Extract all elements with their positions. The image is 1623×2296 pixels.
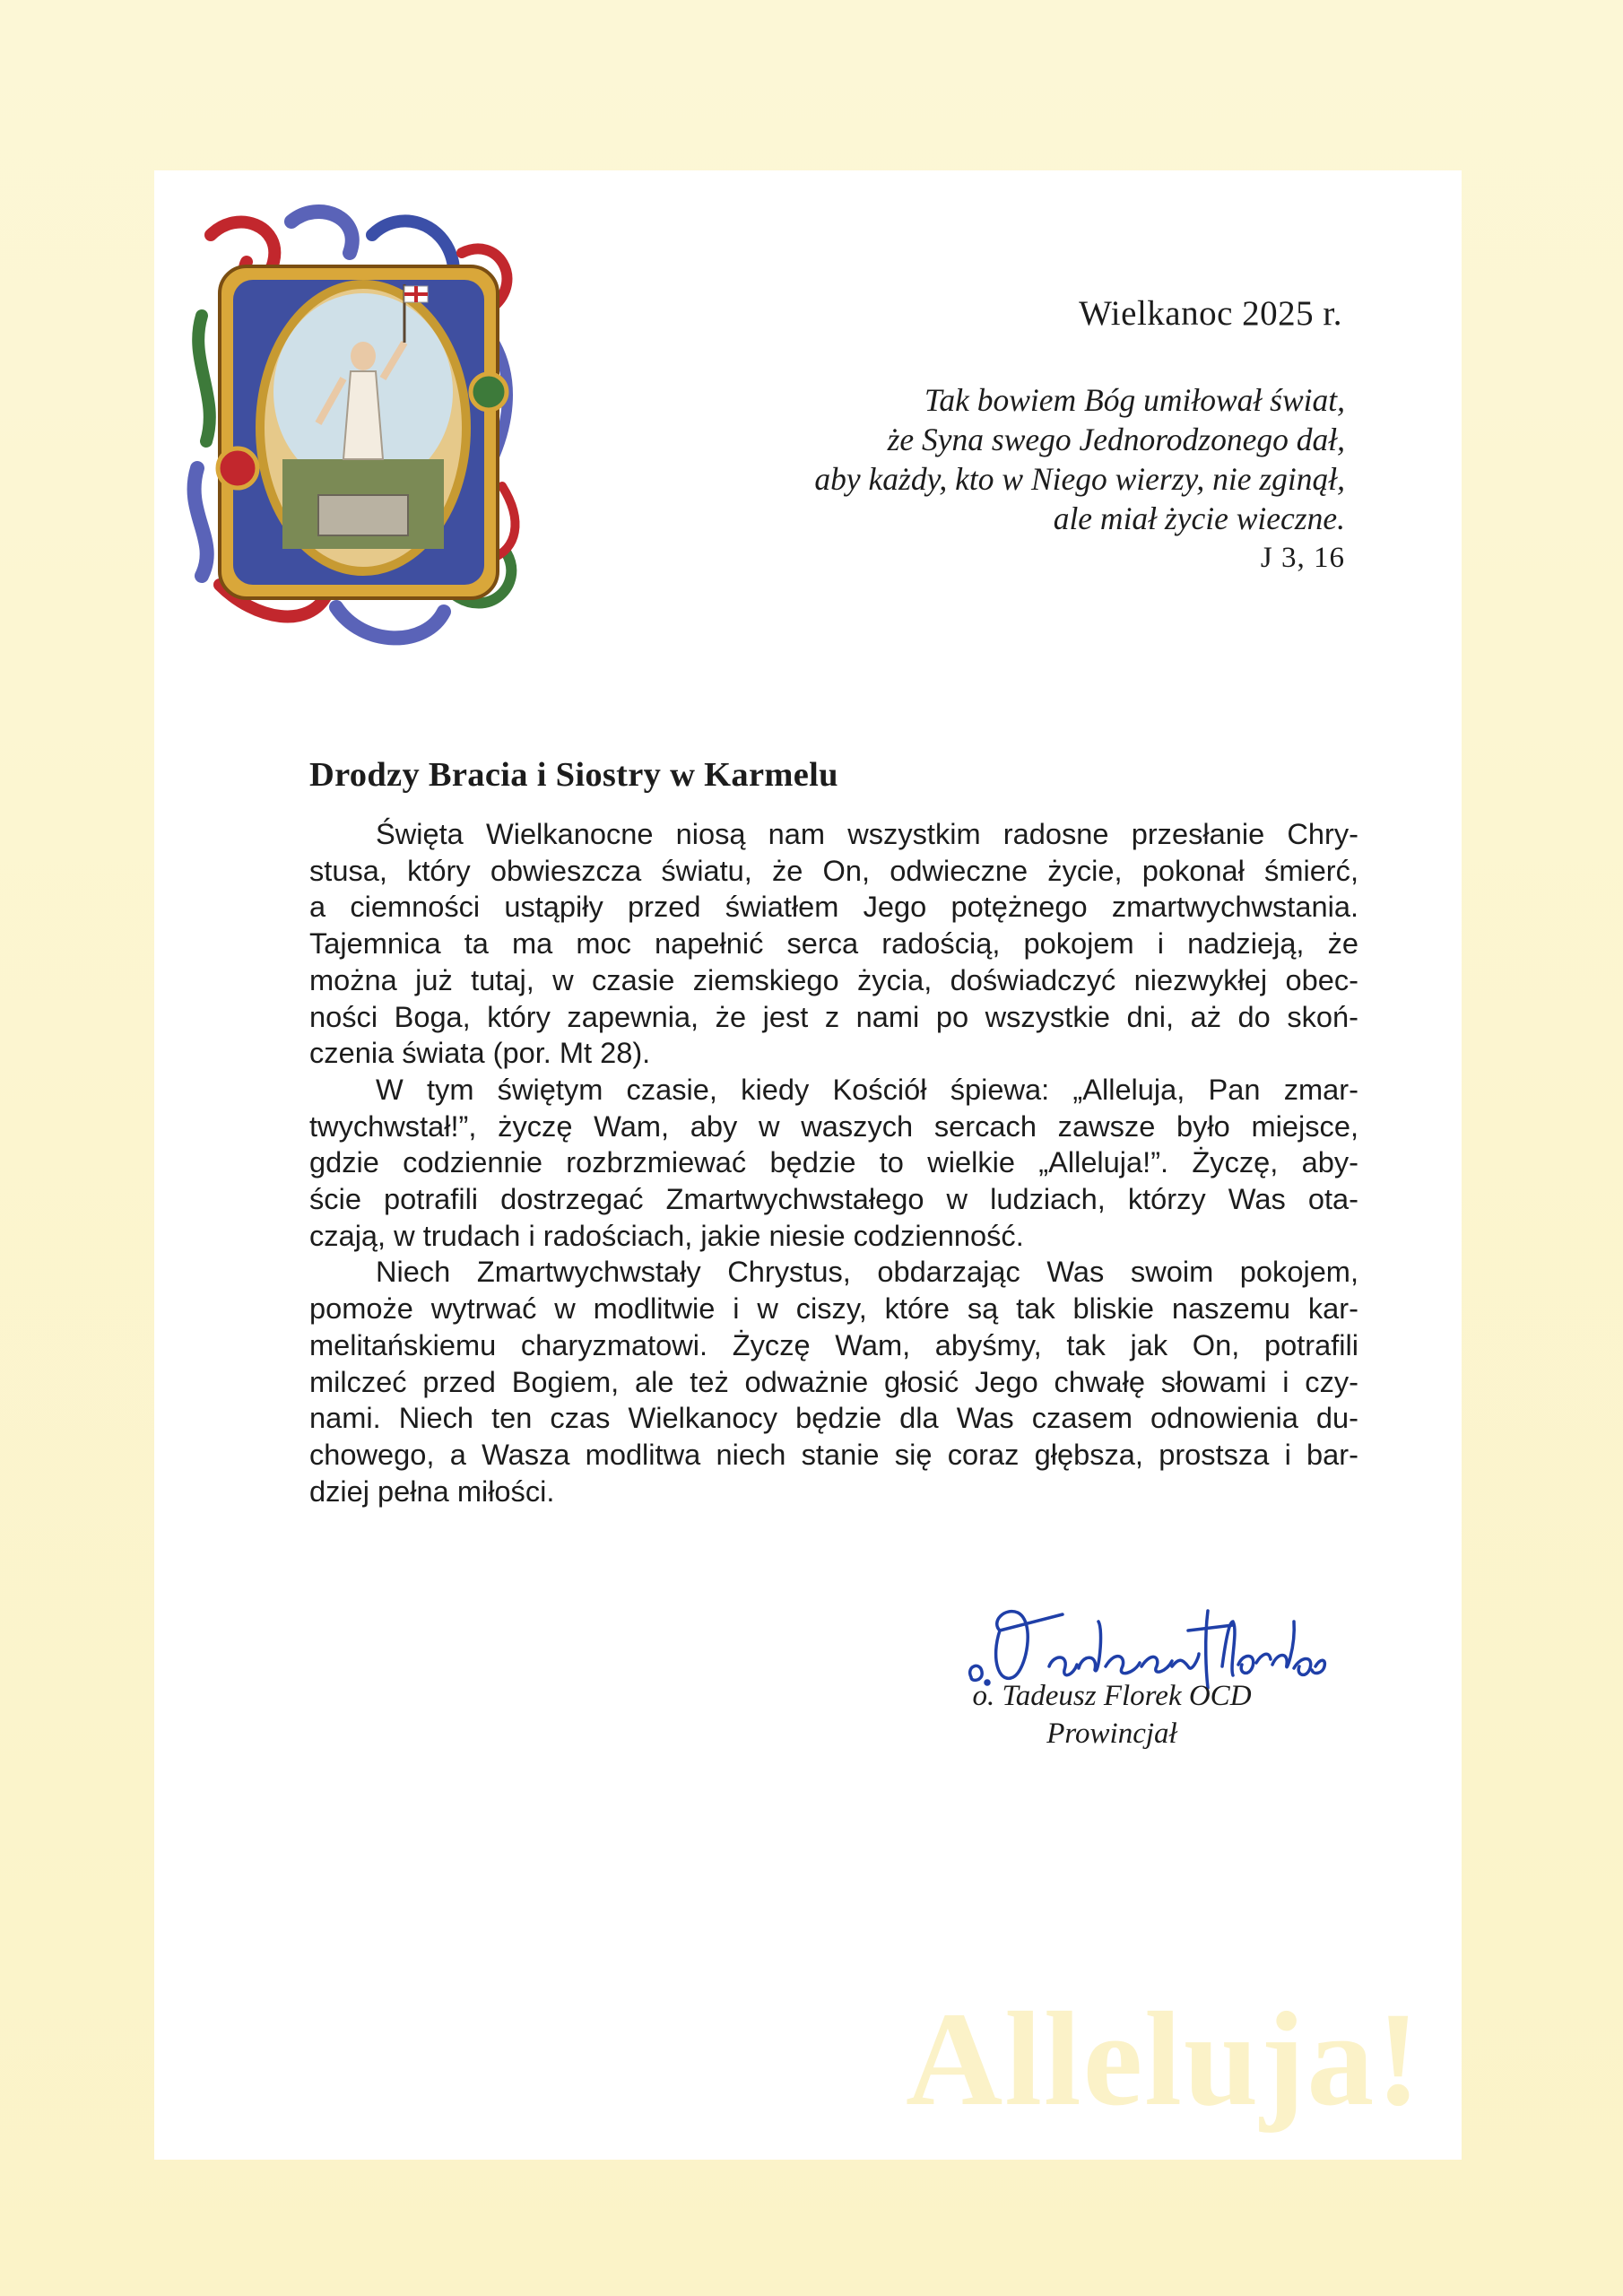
text-line: gdzie codziennie rozbrzmiewać będzie to wielkie „Alleluja!”. Życzę, aby- [309, 1145, 1358, 1179]
quote-line: że Syna swego Jednorodzonego dał, [887, 422, 1345, 457]
text-line: a ciemności ustąpiły przed światłem Jego potężnego zmartwychwstania. [309, 890, 1358, 924]
paragraph [309, 1072, 1358, 1255]
letter-body [309, 816, 1358, 1509]
text-line: Niech Zmartwychwstały Chrystus, obdarzając Was swoim pokojem, [376, 1255, 1358, 1289]
text-line: W tym świętym czasie, kiedy Kościół śpiewa: „Alleluja, Pan zmar- [376, 1072, 1358, 1106]
text-line: Święta Wielkanocne niosą nam wszystkim radosne przesłanie Chry- [376, 817, 1358, 850]
quote-line: Tak bowiem Bóg umiłował świat, [924, 382, 1345, 418]
signer-block [933, 1677, 1291, 1752]
signer-name: o. Tadeusz Florek OCD [972, 1680, 1252, 1712]
quote-line: aby każdy, kto w Niego wierzy, nie zginął, [814, 461, 1345, 497]
quote-reference: J 3, 16 [1260, 542, 1345, 574]
paragraph [309, 816, 1358, 1072]
signer-title: Prowincjał [1046, 1718, 1177, 1750]
text-line: czenia świata (por. Mt 28). [309, 1036, 651, 1070]
text-line: melitańskiemu charyzmatowi. Życzę Wam, abyśmy, tak jak On, potrafili [309, 1327, 1358, 1361]
illuminated-initial-image [184, 199, 534, 652]
salutation: Drodzy Bracia i Siostry w Karmelu [309, 756, 838, 794]
text-line: ście potrafili dostrzegać Zmartwychwstałego w ludziach, którzy Was ota- [309, 1182, 1358, 1216]
text-line: Tajemnica ta ma moc napełnić serca radością, pokojem i nadzieją, że [309, 926, 1358, 961]
text-line: twychwstał!”, życzę Wam, aby w waszych sercach zawsze było miejsce, [309, 1109, 1358, 1143]
alleluja-watermark: Alleluja! [906, 1985, 1423, 2134]
text-line: stusa, który obwieszcza światu, że On, odwieczne życie, pokonał śmierć, [309, 853, 1358, 887]
letter-date: Wielkanoc 2025 r. [1079, 294, 1342, 333]
text-line: dziej pełna miłości. [309, 1474, 555, 1508]
scripture-quote [664, 380, 1345, 578]
text-line: chowego, a Wasza modlitwa niech stanie się coraz głębsza, prostsza i bar- [309, 1437, 1358, 1471]
paragraph [309, 1254, 1358, 1509]
text-line: ności Boga, który zapewnia, że jest z nami po wszystkie dni, aż do skoń- [309, 999, 1358, 1033]
text-line: milczeć przed Bogiem, ale też odważnie głosić Jego chwałę słowami i czy- [309, 1364, 1358, 1398]
text-line: czają, w trudach i radościach, jakie niesie codzienność. [309, 1218, 1024, 1252]
text-line: nami. Niech ten czas Wielkanocy będzie dla Was czasem odnowienia du- [309, 1401, 1358, 1435]
quote-line: ale miał życie wieczne. [1053, 500, 1345, 536]
text-line: pomoże wytrwać w modlitwie i w ciszy, które są tak bliskie naszemu kar- [309, 1292, 1358, 1326]
text-line: można już tutaj, w czasie ziemskiego życia, doświadczyć niezwykłej obec- [309, 962, 1358, 996]
